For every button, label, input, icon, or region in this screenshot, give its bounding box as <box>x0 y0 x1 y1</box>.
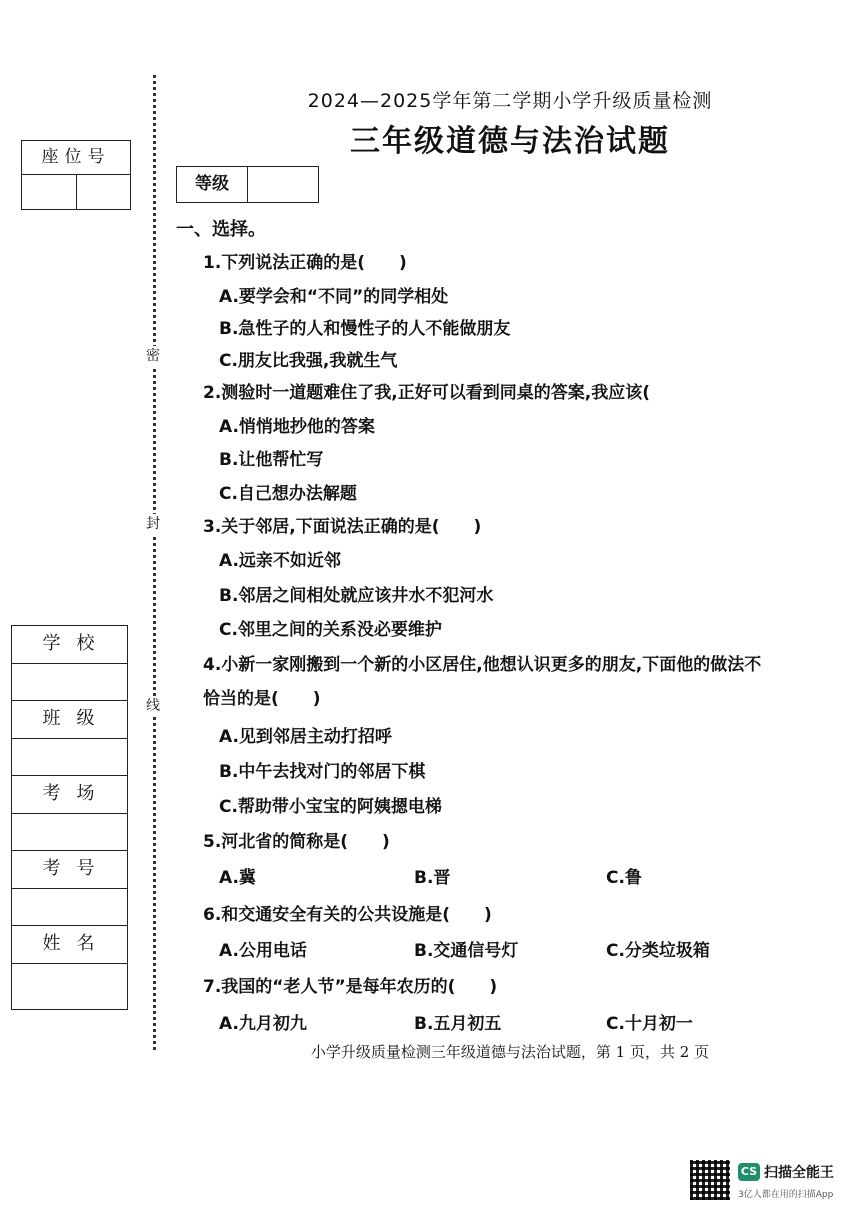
grade-label: 等级 <box>177 167 248 202</box>
grade-field[interactable] <box>248 167 318 202</box>
section-heading: 一、选择。 <box>176 219 266 240</box>
question-2: 2.测验时一道题难住了我,正好可以看到同桌的答案,我应该( <box>203 383 650 403</box>
question-7-option-a: A.九月初九 <box>219 1014 307 1034</box>
camscanner-tagline: 3亿人都在用的扫描App <box>738 1190 834 1200</box>
seat-number-label: 座位号 <box>22 141 130 175</box>
question-5-option-a: A.冀 <box>219 868 256 888</box>
name-label: 姓名 <box>12 926 127 964</box>
seat-number-cell[interactable] <box>22 175 77 209</box>
exam-room-field[interactable] <box>12 814 127 852</box>
question-2-option-a: A.悄悄地抄他的答案 <box>219 417 375 437</box>
camscanner-name: 扫描全能王 <box>764 1165 834 1181</box>
question-2-option-c: C.自己想办法解题 <box>219 484 357 504</box>
question-1-option-c: C.朋友比我强,我就生气 <box>219 351 398 371</box>
question-5: 5.河北省的简称是( ) <box>203 832 390 852</box>
question-6-option-b: B.交通信号灯 <box>414 941 519 961</box>
question-6-option-a: A.公用电话 <box>219 941 307 961</box>
question-1: 1.下列说法正确的是( ) <box>203 253 407 273</box>
seal-char-xian: 线 <box>146 698 160 714</box>
question-2-option-b: B.让他帮忙写 <box>219 450 324 470</box>
name-field[interactable] <box>12 964 127 1002</box>
page-footer: 小学升级质量检测三年级道德与法治试题，第 1 页，共 2 页 <box>310 1043 710 1061</box>
camscanner-logo-icon: CS <box>738 1163 760 1181</box>
binding-dotted-line <box>153 75 156 1050</box>
exam-number-field[interactable] <box>12 889 127 927</box>
question-7-option-c: C.十月初一 <box>606 1014 693 1034</box>
grade-box <box>176 166 319 203</box>
question-5-option-c: C.鲁 <box>606 868 642 888</box>
question-6: 6.和交通安全有关的公共设施是( ) <box>203 905 492 925</box>
exam-subtitle: 2024—2025学年第二学期小学升级质量检测 <box>307 90 713 112</box>
question-3: 3.关于邻居,下面说法正确的是( ) <box>203 517 482 537</box>
seal-char-mi: 密 <box>146 348 160 364</box>
seat-number-box <box>21 140 131 210</box>
question-1-option-a: A.要学会和“不同”的同学相处 <box>219 287 449 307</box>
seat-number-cell[interactable] <box>77 175 131 209</box>
question-7-option-b: B.五月初五 <box>414 1014 502 1034</box>
class-label: 班级 <box>12 701 127 739</box>
question-4-option-a: A.见到邻居主动打招呼 <box>219 727 392 747</box>
question-4-option-b: B.中午去找对门的邻居下棋 <box>219 762 426 782</box>
class-field[interactable] <box>12 739 127 777</box>
question-7: 7.我国的“老人节”是每年农历的( ) <box>203 977 498 997</box>
question-5-option-b: B.晋 <box>414 868 451 888</box>
question-6-option-c: C.分类垃圾箱 <box>606 941 710 961</box>
school-field[interactable] <box>12 664 127 702</box>
question-4-continued: 恰当的是( ) <box>203 689 321 709</box>
question-3-option-b: B.邻居之间相处就应该井水不犯河水 <box>219 586 494 606</box>
school-label: 学校 <box>12 626 127 664</box>
exam-number-label: 考号 <box>12 851 127 889</box>
question-3-option-c: C.邻里之间的关系没必要维护 <box>219 620 442 640</box>
question-4-option-c: C.帮助带小宝宝的阿姨摁电梯 <box>219 797 442 817</box>
student-info-box <box>11 625 128 1010</box>
exam-room-label: 考场 <box>12 776 127 814</box>
qr-code-icon <box>690 1160 730 1200</box>
question-1-option-b: B.急性子的人和慢性子的人不能做朋友 <box>219 319 511 339</box>
seal-char-feng: 封 <box>146 516 160 532</box>
question-4: 4.小新一家刚搬到一个新的小区居住,他想认识更多的朋友,下面他的做法不 <box>203 655 762 675</box>
question-3-option-a: A.远亲不如近邻 <box>219 551 341 571</box>
exam-title: 三年级道德与法治试题 <box>350 124 670 159</box>
